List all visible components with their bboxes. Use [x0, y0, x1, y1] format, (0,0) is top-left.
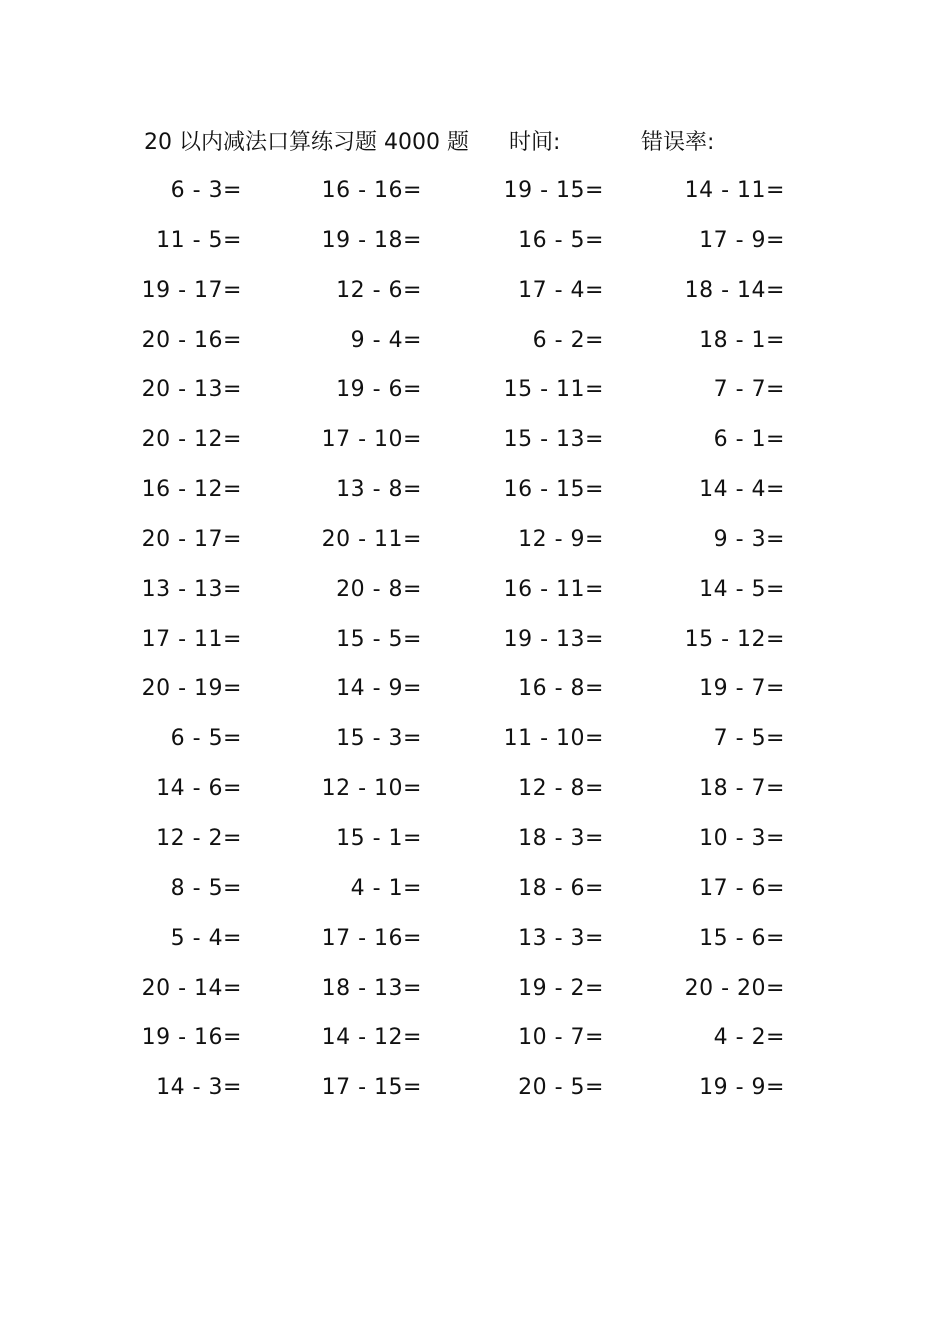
- subtraction-problem: 20 - 13=: [141, 377, 242, 403]
- subtraction-problem: 17 - 6=: [699, 875, 785, 901]
- subtraction-problem: 13 - 13=: [141, 576, 242, 602]
- subtraction-problem: 7 - 7=: [713, 377, 785, 403]
- subtraction-problem: 18 - 13=: [321, 975, 422, 1001]
- subtraction-problem: 19 - 6=: [336, 377, 422, 403]
- subtraction-problem: 4 - 2=: [713, 1025, 785, 1051]
- subtraction-problem: 16 - 12=: [141, 477, 242, 503]
- problem-row: [130, 770, 810, 820]
- problem-row: [130, 571, 810, 621]
- subtraction-problem: 20 - 12=: [141, 427, 242, 453]
- problem-row: [130, 621, 810, 671]
- subtraction-problem: 20 - 20=: [684, 975, 785, 1001]
- subtraction-problem: 15 - 5=: [336, 626, 422, 652]
- subtraction-problem: 6 - 1=: [713, 427, 785, 453]
- subtraction-problem: 15 - 12=: [684, 626, 785, 652]
- subtraction-problem: 18 - 7=: [699, 776, 785, 802]
- subtraction-problem: 20 - 5=: [518, 1075, 604, 1101]
- subtraction-problem: 11 - 10=: [503, 726, 604, 752]
- problem-row: [130, 970, 810, 1020]
- subtraction-problem: 12 - 6=: [336, 277, 422, 303]
- subtraction-problem: 18 - 14=: [684, 277, 785, 303]
- subtraction-problem: 16 - 16=: [321, 178, 422, 203]
- subtraction-problem: 14 - 4=: [699, 477, 785, 503]
- worksheet-title: 20 以内减法口算练习题 4000 题: [144, 130, 469, 155]
- subtraction-problem: 12 - 8=: [518, 776, 604, 802]
- subtraction-problem: 17 - 15=: [321, 1075, 422, 1101]
- subtraction-problem: 20 - 11=: [321, 526, 422, 552]
- subtraction-problem: 6 - 3=: [170, 178, 242, 203]
- subtraction-problem: 12 - 2=: [156, 825, 242, 851]
- subtraction-problem: 14 - 11=: [684, 178, 785, 203]
- subtraction-problem: 19 - 15=: [503, 178, 604, 203]
- problem-grid: [130, 172, 810, 1119]
- subtraction-problem: 18 - 1=: [699, 327, 785, 353]
- subtraction-problem: 16 - 8=: [518, 676, 604, 702]
- subtraction-problem: 17 - 10=: [321, 427, 422, 453]
- subtraction-problem: 17 - 4=: [518, 277, 604, 303]
- subtraction-problem: 11 - 5=: [156, 227, 242, 253]
- subtraction-problem: 14 - 9=: [336, 676, 422, 702]
- subtraction-problem: 14 - 3=: [156, 1075, 242, 1101]
- subtraction-problem: 12 - 10=: [321, 776, 422, 802]
- subtraction-problem: 19 - 2=: [518, 975, 604, 1001]
- problem-row: [130, 421, 810, 471]
- subtraction-problem: 17 - 11=: [141, 626, 242, 652]
- subtraction-problem: 15 - 3=: [336, 726, 422, 752]
- subtraction-problem: 10 - 3=: [699, 825, 785, 851]
- subtraction-problem: 9 - 3=: [713, 526, 785, 552]
- problem-row: [130, 371, 810, 421]
- problem-row: [130, 920, 810, 970]
- subtraction-problem: 20 - 8=: [336, 576, 422, 602]
- problem-row: [130, 720, 810, 770]
- subtraction-problem: 20 - 19=: [141, 676, 242, 702]
- subtraction-problem: 12 - 9=: [518, 526, 604, 552]
- subtraction-problem: 16 - 15=: [503, 477, 604, 503]
- problem-row: [130, 322, 810, 372]
- subtraction-problem: 20 - 16=: [141, 327, 242, 353]
- subtraction-problem: 15 - 6=: [699, 925, 785, 951]
- worksheet-header: [144, 126, 784, 160]
- subtraction-problem: 15 - 13=: [503, 427, 604, 453]
- problem-row: [130, 1019, 810, 1069]
- subtraction-problem: 8 - 5=: [170, 875, 242, 901]
- subtraction-problem: 19 - 13=: [503, 626, 604, 652]
- problem-row: [130, 820, 810, 870]
- subtraction-problem: 6 - 5=: [170, 726, 242, 752]
- subtraction-problem: 19 - 16=: [141, 1025, 242, 1051]
- subtraction-problem: 7 - 5=: [713, 726, 785, 752]
- subtraction-problem: 16 - 11=: [503, 576, 604, 602]
- subtraction-problem: 17 - 9=: [699, 227, 785, 253]
- subtraction-problem: 19 - 17=: [141, 277, 242, 303]
- subtraction-problem: 4 - 1=: [350, 875, 422, 901]
- subtraction-problem: 14 - 5=: [699, 576, 785, 602]
- problem-row: [130, 1069, 810, 1119]
- subtraction-problem: 20 - 14=: [141, 975, 242, 1001]
- subtraction-problem: 9 - 4=: [350, 327, 422, 353]
- problem-row: [130, 521, 810, 571]
- subtraction-problem: 13 - 3=: [518, 925, 604, 951]
- subtraction-problem: 19 - 9=: [699, 1075, 785, 1101]
- problem-row: [130, 222, 810, 272]
- problem-row: [130, 272, 810, 322]
- subtraction-problem: 14 - 12=: [321, 1025, 422, 1051]
- error-rate-label: 错误率:: [641, 130, 715, 155]
- subtraction-problem: 13 - 8=: [336, 477, 422, 503]
- subtraction-problem: 6 - 2=: [532, 327, 604, 353]
- problem-row: [130, 471, 810, 521]
- problem-row: [130, 870, 810, 920]
- subtraction-problem: 19 - 7=: [699, 676, 785, 702]
- subtraction-problem: 10 - 7=: [518, 1025, 604, 1051]
- subtraction-problem: 5 - 4=: [170, 925, 242, 951]
- time-label: 时间:: [509, 130, 561, 155]
- subtraction-problem: 17 - 16=: [321, 925, 422, 951]
- subtraction-problem: 15 - 11=: [503, 377, 604, 403]
- subtraction-problem: 14 - 6=: [156, 776, 242, 802]
- subtraction-problem: 18 - 3=: [518, 825, 604, 851]
- subtraction-problem: 19 - 18=: [321, 227, 422, 253]
- problem-row: [130, 172, 810, 222]
- subtraction-problem: 16 - 5=: [518, 227, 604, 253]
- subtraction-problem: 15 - 1=: [336, 825, 422, 851]
- problem-row: [130, 670, 810, 720]
- subtraction-problem: 20 - 17=: [141, 526, 242, 552]
- subtraction-problem: 18 - 6=: [518, 875, 604, 901]
